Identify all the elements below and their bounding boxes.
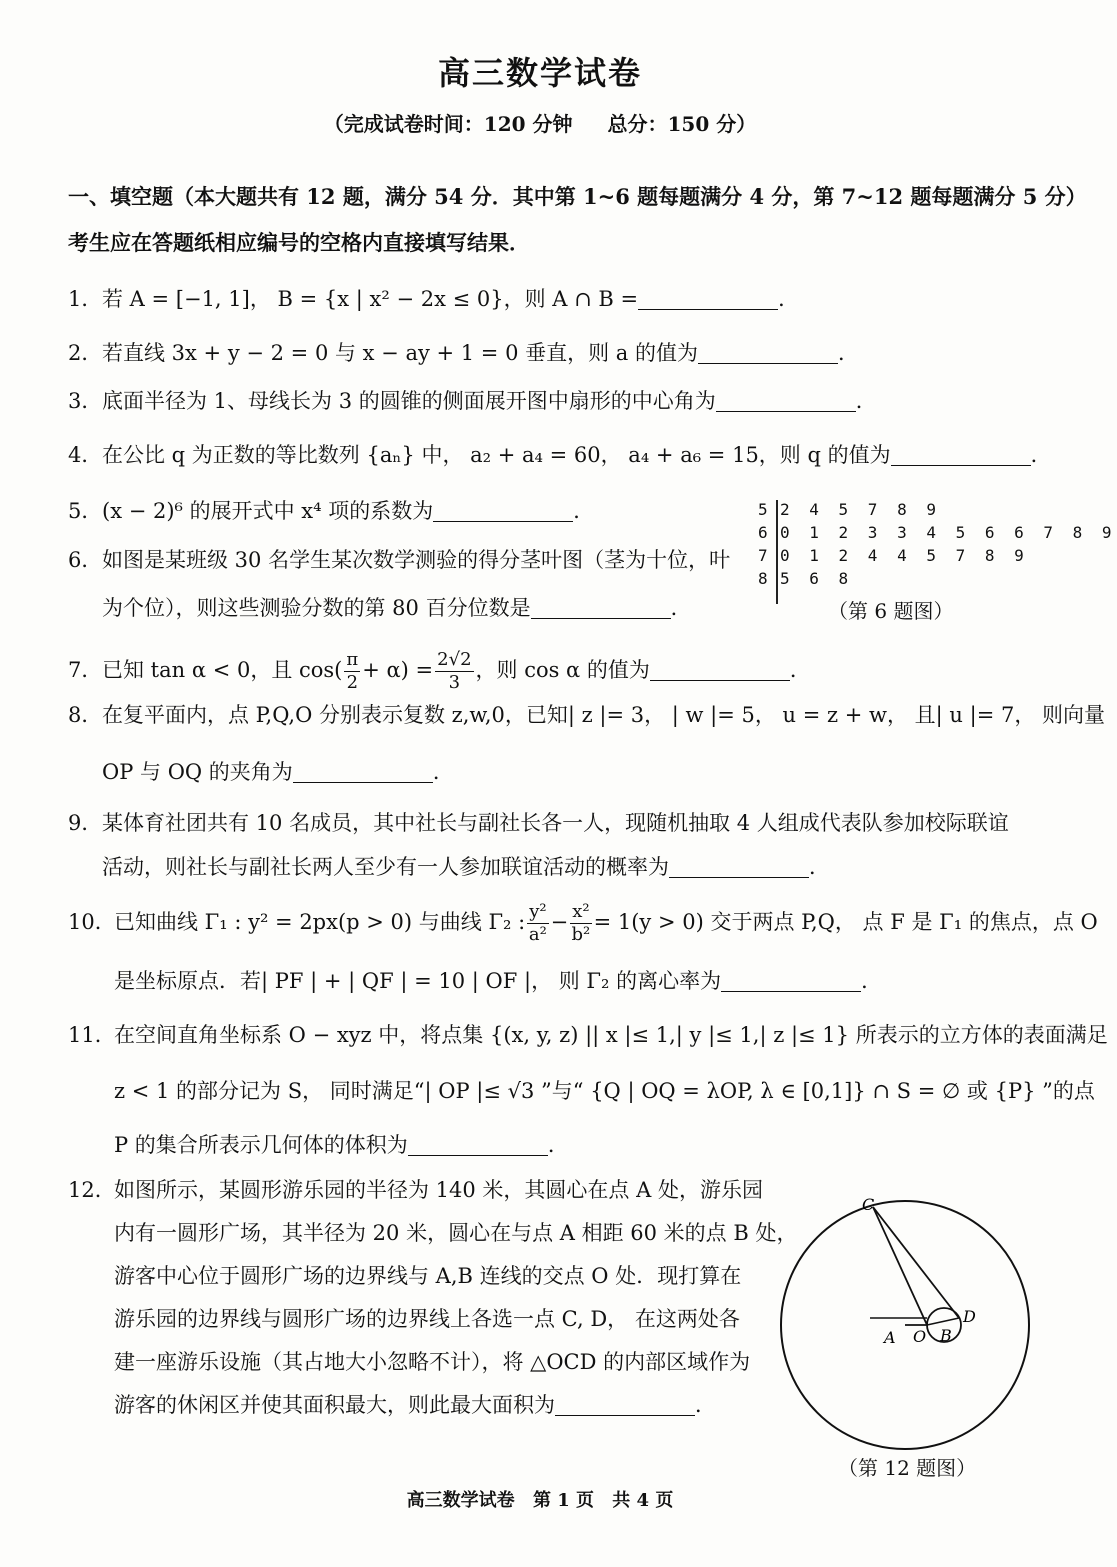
end-dot: ． <box>695 1393 716 1417</box>
answer-blank[interactable] <box>408 1133 548 1156</box>
stem-row <box>758 544 1117 567</box>
question-text: ，则 cos α 的值为 <box>475 658 650 682</box>
answer-blank[interactable] <box>716 389 856 412</box>
end-dot: ． <box>809 855 830 879</box>
leaf-values: 0 1 2 4 4 5 7 8 9 <box>780 546 1029 565</box>
footer-exam-name: 高三数学试卷 <box>406 1490 515 1511</box>
question-text: 如图是某班级 30 名学生某次数学测验的得分茎叶图（茎为十位，叶 <box>102 548 731 572</box>
stem-value: 5 <box>758 500 768 519</box>
question-text: 建一座游乐设施（其占地大小忽略不计），将 △OCD 的内部区域作为 <box>114 1350 751 1374</box>
figure-6-caption: （第 6 题图） <box>828 599 954 623</box>
question-number: 11． <box>68 1023 116 1047</box>
label-b: B <box>940 1326 952 1345</box>
label-c: C <box>862 1195 875 1214</box>
question-9-cont <box>102 852 1062 882</box>
exam-score: 总分：150 分） <box>607 112 757 136</box>
question-text: 是坐标原点．若| PF | + | QF | = 10 | OF |， 则 Γ₂ 的离心率为 <box>114 969 722 993</box>
question-8 <box>68 700 1106 730</box>
footer-page-number: 第 1 页 <box>532 1490 594 1511</box>
stem-value: 7 <box>758 546 768 565</box>
question-number: 5． <box>68 499 103 523</box>
fraction-pi-over-2 <box>344 649 360 694</box>
label-d: D <box>963 1307 976 1326</box>
page-footer <box>0 1486 1080 1512</box>
stem-value: 6 <box>758 523 768 542</box>
label-o: O <box>913 1327 927 1346</box>
question-2 <box>68 338 1028 368</box>
leaf-values: 2 4 5 7 8 9 <box>780 500 941 519</box>
question-number: 7． <box>68 658 103 682</box>
question-1 <box>68 284 1028 314</box>
question-text: P 的集合所表示几何体的体积为 <box>114 1133 408 1157</box>
stem-row <box>758 498 1117 521</box>
stem-row <box>758 521 1117 544</box>
fraction-y2-over-a2 <box>527 901 548 946</box>
question-text: z < 1 的部分记为 S， 同时满足“| OP |≤ √3 ”与“ {Q | OQ = λOP, λ ∈ [0,1]} ∩ S = ∅ 或 {P} ”的点 <box>114 1079 1095 1103</box>
figure-12-diagram <box>770 1185 1040 1455</box>
answer-blank[interactable] <box>650 658 790 681</box>
answer-blank[interactable] <box>531 596 671 619</box>
question-text: 在空间直角坐标系 O − xyz 中，将点集 {(x, y, z) || x |≤ 1,| y |≤ 1,| z |≤ 1} 所表示的立方体的表面满足 <box>114 1023 1108 1047</box>
end-dot: ． <box>432 760 454 784</box>
figure-12-caption: （第 12 题图） <box>838 1456 977 1480</box>
question-10 <box>68 900 1098 946</box>
answer-blank[interactable] <box>293 760 433 783</box>
question-text: 游客中心位于圆形广场的边界线与 A,B 连线的交点 O 处．现打算在 <box>114 1264 742 1288</box>
stem-value: 8 <box>758 569 768 588</box>
answer-blank[interactable] <box>669 855 809 878</box>
leaf-values: 0 1 2 3 3 4 5 6 6 7 8 9 <box>780 523 1117 542</box>
question-11-line2 <box>114 1076 1095 1106</box>
end-dot: ． <box>547 1133 569 1157</box>
question-number: 4． <box>68 443 103 467</box>
exam-time: （完成试卷时间：120 分钟 <box>323 112 573 136</box>
denominator: 2 <box>346 672 359 693</box>
denominator: b² <box>571 924 591 945</box>
question-text: 活动，则社长与副社长两人至少有一人参加联谊活动的概率为 <box>102 855 669 879</box>
end-dot: ． <box>861 969 883 993</box>
question-text: (x − 2)⁶ 的展开式中 x⁴ 项的系数为 <box>102 499 434 523</box>
question-text: 已知曲线 Γ₁ : y² = 2px(p > 0) 与曲线 Γ₂ : <box>114 910 526 934</box>
question-number: 6． <box>68 548 103 572</box>
fraction-x2-over-b2 <box>570 901 591 946</box>
exam-info <box>0 108 1080 137</box>
end-dot: ． <box>778 287 800 311</box>
section-instruction: 考生应在答题纸相应编号的空格内直接填写结果． <box>68 230 530 255</box>
question-number: 10． <box>68 910 116 934</box>
question-number: 3． <box>68 389 103 413</box>
question-number: 2． <box>68 341 103 365</box>
minus-sign: − <box>550 910 569 934</box>
question-10-cont <box>114 966 1074 996</box>
stem-divider <box>776 500 778 604</box>
answer-blank[interactable] <box>698 341 838 364</box>
answer-blank[interactable] <box>721 969 861 992</box>
question-text: 游客的休闲区并使其面积最大，则此最大面积为 <box>114 1393 555 1417</box>
stem-row <box>758 567 1117 590</box>
answer-blank[interactable] <box>555 1393 695 1416</box>
question-text: 在复平面内，点 P,Q,O 分别表示复数 z,w,0，已知| z |= 3， | w |= 5， u = z + w， 且| u |= 7， 则向量 <box>102 703 1106 727</box>
question-text: 如图所示，某圆形游乐园的半径为 140 米，其圆心在点 A 处，游乐园 <box>114 1178 763 1202</box>
question-text: 内有一圆形广场，其半径为 20 米，圆心在与点 A 相距 60 米的点 B 处， <box>114 1221 798 1245</box>
end-dot: ． <box>573 499 595 523</box>
numerator: x² <box>572 901 590 922</box>
question-text: 若 A = [−1, 1]， B = {x | x² − 2x ≤ 0}，则 A ∩ B = <box>102 287 639 311</box>
question-3 <box>68 386 1028 416</box>
question-11 <box>68 1020 1108 1050</box>
page-title: 高三数学试卷 <box>437 54 642 92</box>
footer-total-pages: 共 4 页 <box>612 1490 674 1511</box>
end-dot: ． <box>838 341 859 365</box>
question-text: 在公比 q 为正数的等比数列 {aₙ} 中， a₂ + a₄ = 60， a₄ + a₆ = 15，则 q 的值为 <box>102 443 891 467</box>
fraction-2root2-over-3 <box>435 649 473 694</box>
question-text: 已知 tan α < 0，且 cos( <box>102 658 343 682</box>
end-dot: ． <box>1030 443 1052 467</box>
numerator: π <box>346 649 359 670</box>
question-text: + α) = <box>362 658 434 682</box>
question-number: 12． <box>68 1178 116 1202</box>
stem-leaf-plot <box>758 498 1117 590</box>
answer-blank[interactable] <box>891 443 1031 466</box>
answer-blank[interactable] <box>433 499 573 522</box>
numerator: 2√2 <box>437 649 472 670</box>
question-8-cont <box>102 757 1062 787</box>
end-dot: ． <box>855 389 877 413</box>
question-number: 8． <box>68 703 103 727</box>
question-text: 为个位），则这些测验分数的第 80 百分位数是 <box>102 596 531 620</box>
section-heading: 一、填空题（本大题共有 12 题，满分 54 分．其中第 1~6 题每题满分 4 分，第 7~12 题每题满分 5 分） <box>68 184 1087 209</box>
question-text: 若直线 3x + y − 2 = 0 与 x − ay + 1 = 0 垂直，则 a 的值为 <box>102 341 698 365</box>
question-7 <box>68 648 1028 694</box>
question-text: 游乐园的边界线与圆形广场的边界线上各选一点 C, D， 在这两处各 <box>114 1307 740 1331</box>
label-a: A <box>884 1328 896 1347</box>
end-dot: ． <box>670 596 692 620</box>
question-text: 底面半径为 1、母线长为 3 的圆锥的侧面展开图中扇形的中心角为 <box>102 389 716 413</box>
question-number: 1． <box>68 287 103 311</box>
denominator: a² <box>528 924 547 945</box>
question-text: = 1(y > 0) 交于两点 P,Q， 点 F 是 Γ₁ 的焦点，点 O <box>593 910 1098 934</box>
question-text: OP 与 OQ 的夹角为 <box>102 760 293 784</box>
leaf-values: 5 6 8 <box>780 569 854 588</box>
question-text: 某体育社团共有 10 名成员，其中社长与副社长各一人，现随机抽取 4 人组成代表队参加校际联谊 <box>102 811 1009 835</box>
question-number: 9． <box>68 811 103 835</box>
numerator: y² <box>529 901 547 922</box>
answer-blank[interactable] <box>638 287 778 310</box>
denominator: 3 <box>448 672 461 693</box>
segment-od <box>927 1318 959 1325</box>
question-9 <box>68 808 1028 838</box>
end-dot: ． <box>789 658 811 682</box>
question-11-line3 <box>114 1130 1074 1160</box>
question-4 <box>68 440 1052 470</box>
